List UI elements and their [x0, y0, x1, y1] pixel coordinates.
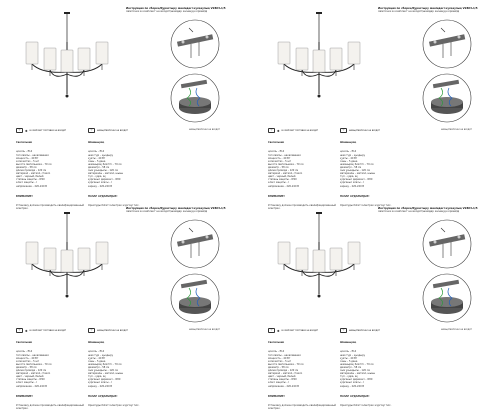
specs-kz-list — [88, 150, 168, 187]
right-icon-text: шамы/лампочки не входят — [349, 129, 380, 132]
left-icon-text: в комплект поставки не входят — [281, 129, 319, 132]
spec-line: диаметрі – 58 см — [340, 365, 362, 369]
spec-line: длина провода – 120 см — [16, 369, 47, 373]
spec-line: қуаты – 40 Вт — [88, 356, 106, 360]
bulb-socket-icon: ◎ — [268, 328, 275, 333]
spec-line: тип лампы – накаливания — [268, 153, 301, 157]
bulb-socket-icon: ◎ — [88, 128, 95, 133]
instruction-panel-2 — [256, 2, 496, 211]
spec-line: степень защиты – IP20 — [16, 178, 45, 182]
specs-russian — [268, 335, 338, 416]
spec-line: высота светильника – 79 см — [16, 362, 52, 366]
bulbs-not-included-note: шамы/лампочки не входят — [441, 128, 472, 131]
warning-ru-text: Установку должен производить квалифицированный электрик. — [16, 204, 84, 211]
spec-line: қорғаныс дәрежесі – IP20 — [340, 178, 373, 182]
mounting-bracket-diagram — [421, 218, 473, 270]
spec-line: количество – 5 шт — [268, 359, 292, 363]
specs-kz-title: Шамшырақ — [340, 141, 357, 145]
mounting-bracket-diagram — [169, 18, 221, 70]
spec-line: сым ұзындығы – 120 см — [340, 169, 370, 173]
star-icon: ✱ — [25, 128, 28, 133]
spec-line: шам түрі – қыздыру — [340, 153, 365, 157]
spec-line: материалы – металл, шыны — [88, 172, 124, 176]
spec-line: кернеу – 220-240 В — [340, 384, 364, 388]
left-icon-row — [268, 128, 318, 133]
spec-line: қорғаныс дәрежесі – IP20 — [88, 378, 121, 382]
bulb-socket-icon: ◎ — [268, 128, 275, 133]
spec-line: количество – 5 шт — [16, 159, 40, 163]
warning-ru-title: ВНИМАНИЕ! — [16, 194, 33, 198]
specs-ru-title: Светильник — [16, 341, 33, 345]
spec-line: шамшырақ биіктігі – 79 см — [340, 162, 374, 166]
bulbs-not-included-note: шамы/лампочки не входят — [189, 128, 220, 131]
specs-russian — [16, 335, 86, 416]
spec-line: қорғаныс дәрежесі – IP20 — [340, 378, 373, 382]
spec-line: мощность – 40 Вт — [16, 356, 39, 360]
spec-line: длина провода – 120 см — [268, 169, 299, 173]
spec-line: материалы – металл, шыны — [340, 172, 376, 176]
bulb-socket-icon: ◎ — [16, 128, 23, 133]
instruction-panel-3 — [4, 202, 244, 411]
spec-line: тип лампы – накаливания — [16, 153, 49, 157]
warning-kz-text: Орнатуды білікті электрик жүргізуі тиіс. — [340, 404, 392, 408]
spec-line: мощность – 40 Вт — [268, 356, 291, 360]
star-icon: ✱ — [277, 328, 280, 333]
spec-line: материал – металл, стекло — [268, 172, 303, 176]
canopy-wiring-diagram — [169, 272, 221, 324]
warning-kz-title: НАЗАР АУДАРЫҢЫЗ! — [88, 394, 118, 398]
spec-line: кернеу – 220-240 В — [88, 184, 112, 188]
specs-kazakh — [88, 335, 168, 413]
spec-line: шамшырақ биіктігі – 79 см — [340, 362, 374, 366]
warning-kz-text: Орнатуды білікті электрик жүргізуі тиіс. — [340, 204, 392, 208]
warning-ru-text: Установку должен производить квалифицированный электрик. — [16, 404, 84, 411]
specs-kz-title: Шамшырақ — [88, 341, 105, 345]
spec-line: тип лампы – накаливания — [16, 353, 49, 357]
spec-line: цоколь – Е14 — [268, 350, 285, 354]
spec-line: түсі – қара, ақ — [88, 175, 106, 179]
bulb-socket-icon: ◎ — [340, 328, 347, 333]
spec-line: цоколь – Е14 — [16, 150, 33, 154]
spec-line: түсі – қара, ақ — [340, 375, 358, 379]
specs-kz-list — [88, 350, 168, 387]
spec-line: шам түрі – қыздыру — [88, 153, 113, 157]
spec-line: шамшырақ биіктігі – 79 см — [88, 362, 122, 366]
spec-line: саны – 5 дана — [340, 159, 358, 163]
spec-line: кернеу – 220-240 В — [340, 184, 364, 188]
chandelier-illustration — [264, 12, 374, 122]
right-icon-text: шамы/лампочки не входят — [349, 329, 380, 332]
spec-line: класс защиты – I — [268, 181, 290, 185]
spec-line: түсі – қара, ақ — [88, 375, 106, 379]
specs-kz-title: Шамшырақ — [340, 341, 357, 345]
warning-ru-title: ВНИМАНИЕ! — [16, 394, 33, 398]
spec-line: степень защиты – IP20 — [268, 178, 297, 182]
spec-line: материал – металл, стекло — [16, 172, 51, 176]
canopy-wiring-diagram — [169, 72, 221, 124]
chandelier-illustration — [12, 12, 122, 122]
star-icon: ✱ — [277, 128, 280, 133]
bulb-socket-icon: ◎ — [88, 328, 95, 333]
spec-line: материалы – металл, шыны — [88, 372, 124, 376]
header-title: Инструкция по сборке/Құрастыру жөніндегі нұсқаулық V2863-1/5 — [378, 7, 478, 10]
spec-line: шамшырақ биіктігі – 79 см — [88, 162, 122, 166]
panel-header — [378, 7, 493, 14]
bulb-socket-icon: ◎ — [340, 128, 347, 133]
warning-ru-title: ВНИМАНИЕ! — [268, 394, 285, 398]
header-subtitle: лампочки в комплект не входят/шамдар жинаққа кірмейді — [378, 210, 460, 214]
header-subtitle: лампочки в комплект не входят/шамдар жинаққа кірмейді — [126, 10, 208, 14]
spec-line: қорғаныс класы – I — [88, 381, 112, 385]
left-icon-row — [16, 128, 66, 133]
specs-kz-list — [340, 350, 420, 387]
specs-ru-title: Светильник — [268, 141, 285, 145]
right-icon-text: шамы/лампочки не входят — [97, 129, 128, 132]
spec-line: количество – 5 шт — [16, 359, 40, 363]
spec-line: высота светильника – 79 см — [268, 162, 304, 166]
spec-line: диаметр – 58 см — [16, 365, 37, 369]
specs-ru-list — [16, 150, 86, 187]
spec-line: цвет – черный, белый — [268, 175, 296, 179]
specs-ru-list — [268, 150, 338, 187]
specs-kazakh — [340, 335, 420, 413]
spec-line: диаметрі – 58 см — [88, 365, 110, 369]
mounting-bracket-diagram — [169, 218, 221, 270]
spec-line: диаметр – 58 см — [16, 165, 37, 169]
spec-line: кернеу – 220-240 В — [88, 384, 112, 388]
spec-line: саны – 5 дана — [88, 159, 106, 163]
spec-line: диаметрі – 58 см — [340, 165, 362, 169]
header-subtitle: лампочки в комплект не входят/шамдар жинаққа кірмейді — [378, 10, 460, 14]
spec-line: қорғаныс класы – I — [88, 181, 112, 185]
header-title: Инструкция по сборке/Құрастыру жөніндегі нұсқаулық V2863-1/5 — [126, 207, 226, 210]
spec-line: қуаты – 40 Вт — [340, 356, 358, 360]
right-icon-row — [340, 128, 380, 133]
warning-kz-text: Орнатуды білікті электрик жүргізуі тиіс. — [88, 204, 140, 208]
spec-line: цвет – черный, белый — [16, 375, 44, 379]
spec-line: шам түрі – қыздыру — [88, 353, 113, 357]
left-icon-text: в комплект поставки не входят — [29, 129, 67, 132]
specs-kz-list — [340, 150, 420, 187]
spec-line: саны – 5 дана — [88, 359, 106, 363]
spec-line: степень защиты – IP20 — [16, 378, 45, 382]
right-icon-row — [88, 128, 128, 133]
spec-line: напряжение – 220-240 В — [268, 184, 299, 188]
right-icon-text: шамы/лампочки не входят — [97, 329, 128, 332]
spec-line: материалы – металл, шыны — [340, 372, 376, 376]
warning-ru-text: Установку должен производить квалифицированный электрик. — [268, 404, 336, 411]
instruction-panel-4 — [256, 202, 496, 411]
spec-line: сым ұзындығы – 120 см — [88, 369, 118, 373]
spec-line: саны – 5 дана — [340, 359, 358, 363]
spec-line: класс защиты – I — [16, 381, 38, 385]
spec-line: мощность – 40 Вт — [16, 156, 39, 160]
spec-line: длина провода – 120 см — [268, 369, 299, 373]
spec-line: класс защиты – I — [268, 381, 290, 385]
bulbs-not-included-note: шамы/лампочки не входят — [441, 328, 472, 331]
panel-header — [126, 207, 241, 214]
specs-ru-list — [16, 350, 86, 387]
spec-line: высота светильника – 79 см — [268, 362, 304, 366]
spec-line: класс защиты – I — [16, 181, 38, 185]
specs-ru-list — [268, 350, 338, 387]
header-title: Инструкция по сборке/Құрастыру жөніндегі нұсқаулық V2863-1/5 — [126, 7, 226, 10]
specs-kz-title: Шамшырақ — [88, 141, 105, 145]
spec-line: длина провода – 120 см — [16, 169, 47, 173]
spec-line: диаметр – 58 см — [268, 365, 289, 369]
spec-line: напряжение – 220-240 В — [16, 384, 47, 388]
spec-line: степень защиты – IP20 — [268, 378, 297, 382]
panel-header — [378, 207, 493, 214]
left-icon-row — [268, 328, 318, 333]
instruction-panel-1 — [4, 2, 244, 211]
spec-line: диаметрі – 58 см — [88, 165, 110, 169]
spec-line: цоколь – Е14 — [88, 350, 105, 354]
warning-kz-title: НАЗАР АУДАРЫҢЫЗ! — [88, 194, 118, 198]
spec-line: диаметр – 58 см — [268, 165, 289, 169]
spec-line: цоколь – Е14 — [340, 150, 357, 154]
spec-line: цвет – черный, белый — [16, 175, 44, 179]
warning-kz-text: Орнатуды білікті электрик жүргізуі тиіс. — [88, 404, 140, 408]
warning-ru-text: Установку должен производить квалифицированный электрик. — [268, 204, 336, 211]
warning-ru-title: ВНИМАНИЕ! — [268, 194, 285, 198]
spec-line: цвет – черный, белый — [268, 375, 296, 379]
warning-kz-title: НАЗАР АУДАРЫҢЫЗ! — [340, 394, 370, 398]
spec-line: материал – металл, стекло — [16, 372, 51, 376]
spec-line: қорғаныс дәрежесі – IP20 — [88, 178, 121, 182]
spec-line: цоколь – Е14 — [268, 150, 285, 154]
warning-kz-title: НАЗАР АУДАРЫҢЫЗ! — [340, 194, 370, 198]
panel-header — [126, 7, 241, 14]
bulb-socket-icon: ◎ — [16, 328, 23, 333]
spec-line: материал – металл, стекло — [268, 372, 303, 376]
spec-line: напряжение – 220-240 В — [268, 384, 299, 388]
right-icon-row — [340, 328, 380, 333]
star-icon: ✱ — [25, 328, 28, 333]
canopy-wiring-diagram — [421, 72, 473, 124]
spec-line: количество – 5 шт — [268, 159, 292, 163]
left-icon-text: в комплект поставки не входят — [281, 329, 319, 332]
spec-line: қуаты – 40 Вт — [340, 156, 358, 160]
spec-line: высота светильника – 79 см — [16, 162, 52, 166]
spec-line: қуаты – 40 Вт — [88, 156, 106, 160]
header-title: Инструкция по сборке/Құрастыру жөніндегі нұсқаулық V2863-1/5 — [378, 207, 478, 210]
spec-line: қорғаныс класы – I — [340, 381, 364, 385]
left-icon-text: в комплект поставки не входят — [29, 329, 67, 332]
right-icon-row — [88, 328, 128, 333]
spec-line: напряжение – 220-240 В — [16, 184, 47, 188]
spec-line: цоколь – Е14 — [88, 150, 105, 154]
left-icon-row — [16, 328, 66, 333]
spec-line: мощность – 40 Вт — [268, 156, 291, 160]
spec-line: қорғаныс класы – I — [340, 181, 364, 185]
specs-ru-title: Светильник — [16, 141, 33, 145]
spec-line: сым ұзындығы – 120 см — [340, 369, 370, 373]
spec-line: цоколь – Е14 — [16, 350, 33, 354]
bulbs-not-included-note: шамы/лампочки не входят — [189, 328, 220, 331]
spec-line: цоколь – Е14 — [340, 350, 357, 354]
spec-line: түсі – қара, ақ — [340, 175, 358, 179]
spec-line: шам түрі – қыздыру — [340, 353, 365, 357]
spec-line: тип лампы – накаливания — [268, 353, 301, 357]
canopy-wiring-diagram — [421, 272, 473, 324]
chandelier-illustration — [12, 212, 122, 322]
mounting-bracket-diagram — [421, 18, 473, 70]
specs-ru-title: Светильник — [268, 341, 285, 345]
header-subtitle: лампочки в комплект не входят/шамдар жинаққа кірмейді — [126, 210, 208, 214]
spec-line: сым ұзындығы – 120 см — [88, 169, 118, 173]
chandelier-illustration — [264, 212, 374, 322]
